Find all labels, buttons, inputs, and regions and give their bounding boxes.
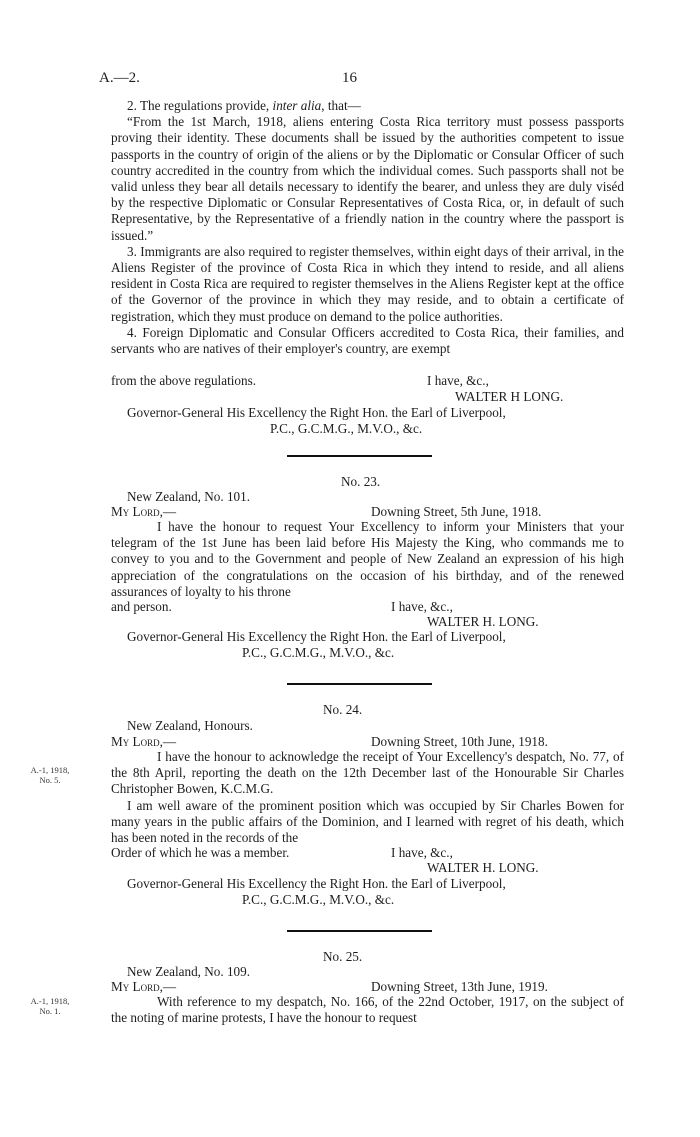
despatch-number-24: No. 24. xyxy=(323,702,363,717)
signature: WALTER H. LONG. xyxy=(427,614,539,629)
addressee-line-1: Governor-General His Excellency the Right Hon. the Earl of Liverpool, xyxy=(127,629,506,644)
closing: I have, &c., xyxy=(391,599,453,614)
page-number: 16 xyxy=(342,70,357,86)
despatch-reference: New Zealand, No. 101. xyxy=(127,489,251,504)
closing: I have, &c., xyxy=(391,845,453,860)
despatch-number-25: No. 25. xyxy=(323,949,363,964)
place-date: Downing Street, 5th June, 1918. xyxy=(371,504,542,519)
addressee-line-1: Governor-General His Excellency the Right Hon. the Earl of Liverpool, xyxy=(127,876,506,891)
despatch-25-body: With reference to my despatch, No. 166, of the 22nd October, 1917, on the subject of the noting of marine protests, I have the honour to request xyxy=(111,994,624,1026)
paragraph-3: 3. Immigrants are also required to register themselves, within eight days of their arrival, in the Aliens Register of the province of Costa Rica in which they intend to reside, and all aliens resident in Costa Rica are required to register themselves in the Aliens Register kept at the office of the Governor of the province in which they may reside, and to obtain a certificate of registration, which they must produce on demand to the police authorities. xyxy=(111,243,624,324)
salutation: My Lord,— xyxy=(111,734,177,749)
section-divider xyxy=(287,683,432,685)
signature: WALTER H LONG. xyxy=(455,389,564,404)
despatch-24-body-last-line: Order of which he was a member. xyxy=(111,845,290,860)
margin-note: A.-1, 1918, No. 5. xyxy=(30,765,70,785)
addressee-line-2: P.C., G.C.M.G., M.V.O., &c. xyxy=(242,645,395,660)
section-divider xyxy=(287,455,432,457)
salutation: My Lord,— xyxy=(111,504,177,519)
closing: I have, &c., xyxy=(427,373,489,388)
place-date: Downing Street, 10th June, 1918. xyxy=(371,734,548,749)
regulations-section xyxy=(111,98,624,357)
addressee-line-1: Governor-General His Excellency the Right Hon. the Earl of Liverpool, xyxy=(127,405,506,420)
despatch-reference: New Zealand, Honours. xyxy=(127,718,253,733)
addressee-line-2: P.C., G.C.M.G., M.V.O., &c. xyxy=(270,421,423,436)
despatch-23-body-last-line: and person. xyxy=(111,599,172,614)
despatch-24-body: I have the honour to acknowledge the receipt of Your Excellency's despatch, No. 77, of the 8th April, reporting the death on the 12th December last of the Honourable Sir Charles Christopher Bowen, K.C.M.G. I am well aware of the prominent position which was occupied by Sir Charles Bowen for many years in the public affairs of the Dominion, and I learned with regret of his death, which has been noted in the records of the xyxy=(111,749,624,846)
paragraph-4: 4. Foreign Diplomatic and Consular Officers accredited to Costa Rica, their families, and servants who are natives of their employer's country, are exempt xyxy=(111,324,624,357)
despatch-number-23: No. 23. xyxy=(341,474,381,489)
paragraph-4-last-line: from the above regulations. xyxy=(111,373,257,388)
parliamentary-paper-code: A.—2. xyxy=(99,70,140,86)
salutation: My Lord,— xyxy=(111,979,177,994)
paragraph-2: 2. The regulations provide, inter alia, that— xyxy=(127,98,361,113)
despatch-reference: New Zealand, No. 109. xyxy=(127,964,251,979)
addressee-line-2: P.C., G.C.M.G., M.V.O., &c. xyxy=(242,892,395,907)
place-date: Downing Street, 13th June, 1919. xyxy=(371,979,548,994)
regulation-quote: “From the 1st March, 1918, aliens entering Costa Rica territory must possess passports proving their identity. These documents shall be issued by the authorities competent to issue passports in the country of origin of the aliens or by the Diplomatic or Consular Officer of such country accredited in the country from which the individual comes. Such passports shall not be valid unless they bear all details necessary to identify the bearer, and unless they are duly viséd by the respective Diplomatic or Consular Representatives of Costa Rica, or, in default of such Representative, by the Representative of a friendly nation in the country where the passport is issued.” xyxy=(111,114,624,243)
signature: WALTER H. LONG. xyxy=(427,860,539,875)
section-divider xyxy=(287,930,432,932)
despatch-23-body: I have the honour to request Your Excellency to inform your Ministers that your telegram of the 1st June has been laid before His Majesty the King, who commands me to convey to you and to the Government and people of New Zealand an expression of his high appreciation of the congratulations on the occasion of his birthday, and of the renewed assurances of loyalty to his throne xyxy=(111,519,624,599)
margin-note: A.-1, 1918, No. 1. xyxy=(30,996,70,1016)
